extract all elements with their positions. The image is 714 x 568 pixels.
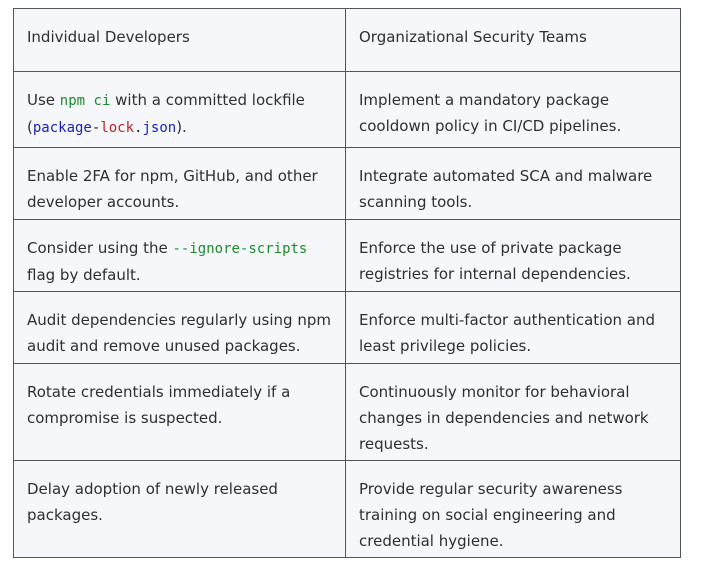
organizational-cell: Continuously monitor for behavioral changes in dependencies and network requests.	[346, 364, 681, 461]
individual-cell: Delay adoption of newly released packages.	[14, 461, 346, 558]
organizational-cell: Enforce the use of private package registries for internal dependencies.	[346, 220, 681, 292]
table-row	[14, 364, 681, 461]
organizational-cell: Enforce multi-factor authentication and least privilege policies.	[346, 292, 681, 364]
individual-cell: Rotate credentials immediately if a compromise is suspected.	[14, 364, 346, 461]
organizational-cell: Implement a mandatory package cooldown policy in CI/CD pipelines.	[346, 72, 681, 148]
organizational-cell: Integrate automated SCA and malware scanning tools.	[346, 148, 681, 220]
recommendations-table	[13, 8, 681, 558]
individual-cell: Audit dependencies regularly using npm audit and remove unused packages.	[14, 292, 346, 364]
code-npm-ci: npm ci	[59, 93, 111, 109]
header-individual-developers: Individual Developers	[14, 9, 346, 72]
table-row	[14, 220, 681, 292]
individual-cell: Enable 2FA for npm, GitHub, and other developer accounts.	[14, 148, 346, 220]
table-row	[14, 292, 681, 364]
individual-cell: Consider using the --ignore-scripts flag by default.	[14, 220, 346, 292]
table-row	[14, 461, 681, 558]
organizational-cell: Provide regular security awareness training on social engineering and credential hygiene.	[346, 461, 681, 558]
header-row	[14, 9, 681, 72]
individual-cell: Use npm ci with a committed lockfile (package-lock.json).	[14, 72, 346, 148]
table-row	[14, 148, 681, 220]
code-package-lock: package-lock.json	[32, 120, 177, 136]
code-ignore-scripts: --ignore-scripts	[172, 241, 308, 257]
header-organizational-security-teams: Organizational Security Teams	[346, 9, 681, 72]
table-row	[14, 72, 681, 148]
